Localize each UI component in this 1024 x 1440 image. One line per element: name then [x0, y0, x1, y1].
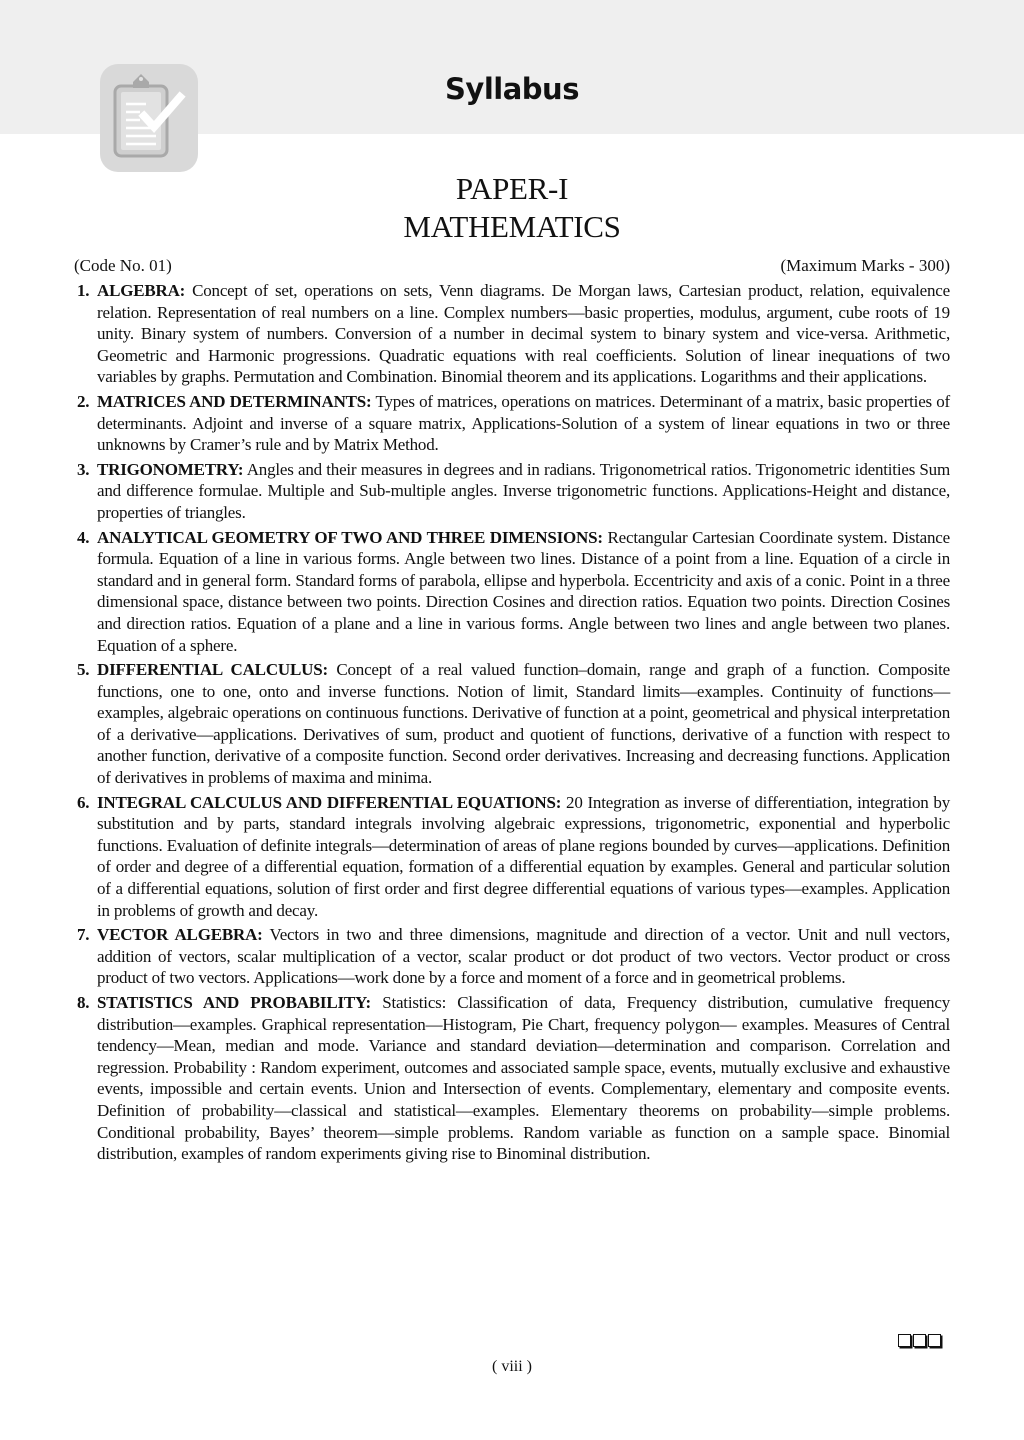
paper-heading: [0, 170, 1024, 246]
square-icon: [928, 1334, 941, 1347]
topic-number: 5.: [77, 660, 90, 680]
topic-heading: TRIGONOMETRY:: [97, 459, 244, 479]
topic-trigonometry: [74, 459, 950, 524]
topic-number: 7.: [77, 925, 90, 945]
topic-heading: INTEGRAL CALCULUS AND DIFFERENTIAL EQUATIONS:: [97, 792, 562, 812]
page-title: Syllabus: [445, 72, 579, 106]
code-number: (Code No. 01): [74, 256, 172, 275]
topic-heading: ANALYTICAL GEOMETRY OF TWO AND THREE DIMENSIONS:: [97, 527, 603, 547]
topic-differential-calculus: [74, 659, 950, 789]
topic-vector-algebra: [74, 924, 950, 989]
subject-title: MATHEMATICS: [403, 209, 621, 244]
square-icon: [913, 1334, 926, 1347]
topic-text: Concept of a real valued function–domain, range and graph of a function. Composite functions, one to one, onto and inverse functions. Notion of limit, Standard limits—examples. Continuity of functions—examples, algebraic operations on continuous functions. Derivative of function at a point, geometrical and physical interpretation of a derivative—applications. Derivatives of sum, product and quotient of functions, derivative of a function with respect to another function, derivative of a composite function. Second order derivatives. Increasing and decreasing functions. Application of derivatives in problems of maxima and minima.: [97, 660, 951, 788]
maximum-marks: (Maximum Marks - 300): [780, 256, 950, 275]
topic-number: 2.: [77, 391, 90, 411]
topic-text: Types of matrices, operations on matrices. Determinant of a matrix, basic properties of determinants. Adjoint and inverse of a square matrix, Applications-Solution of a system of linear equations in two or three unknowns by Cramer’s rule and by Matrix Method.: [97, 391, 950, 455]
topic-text: Concept of set, operations on sets, Venn diagrams. De Morgan laws, Cartesian product, relation, equivalence relation. Representation of real numbers on a line. Complex numbers—basic properties, modulus, argument, cube roots of 19 unity. Binary system of numbers. Conversion of a number in decimal system to binary system and vice-versa. Arithmetic, Geometric and Harmonic progressions. Quadratic equations with real coefficients. Solution of linear inequations of two variables by graphs. Permutation and Combination. Binomial theorem and its applications. Logarithms and their applications.: [97, 281, 950, 387]
topic-text: Angles and their measures in degrees and in radians. Trigonometrical ratios. Trigonometric identities Sum and difference formulae. Multiple and Sub-multiple angles. Inverse trigonometric functions. Applications-Height and distance, properties of triangles.: [97, 459, 950, 522]
page-number: ( viii ): [492, 1358, 532, 1375]
topic-number: 1.: [77, 281, 90, 300]
topic-analytical-geometry: [74, 527, 950, 657]
topic-algebra: [74, 280, 950, 388]
topic-heading: STATISTICS AND PROBABILITY:: [97, 993, 372, 1012]
topic-heading: ALGEBRA:: [97, 281, 186, 300]
topic-number: 4.: [77, 527, 90, 547]
topic-heading: MATRICES AND DETERMINANTS:: [97, 391, 372, 411]
paper-meta: [74, 256, 950, 276]
topic-matrices: [74, 391, 950, 456]
topic-number: 6.: [77, 792, 90, 812]
square-icon: [898, 1334, 911, 1347]
topic-text: 20 Integration as inverse of differentiation, integration by substitution and by parts, standard integrals involving algebraic expressions, trigonometric, exponential and hyperbolic functions. Evaluation of definite integrals—determination of areas of plane regions bounded by curves—applications. Definition of order and degree of a differential equation, formation of a differential equation by examples. General and particular solution of a differential equations, solution of first order and first degree differential equations of various types—examples. Application in problems of growth and decay.: [97, 792, 950, 920]
topic-statistics-probability: [74, 992, 950, 1165]
topic-number: 3.: [77, 459, 90, 479]
topic-text: Vectors in two and three dimensions, magnitude and direction of a vector. Unit and null vectors, addition of vectors, scalar multiplication of a vector, scalar product or dot product of two vectors. Vector product or cross product of two vectors. Applications—work done by a force and moment of a force and in geometrical problems.: [97, 925, 951, 988]
topic-heading: VECTOR ALGEBRA:: [97, 925, 263, 945]
topic-integral-calculus: [74, 792, 950, 922]
topic-text: Statistics: Classification of data, Frequency distribution, cumulative frequency distribution—examples. Graphical representation—Histogram, Pie Chart, frequency polygon— examples. Measures of Central tendency—Mean, median and mode. Variance and standard deviation—determination and comparison. Correlation and regression. Probability : Random experiment, outcomes and associated sample space, events, mutually exclusive and exhaustive events, impossible and certain events. Union and Intersection of events. Complementary, elementary and composite events. Definition of probability—classical and statistical—examples. Elementary theorems on probability—simple problems. Conditional probability, Bayes’ theorem—simple problems. Random variable as function on a sample space. Binomial distribution, examples of random experiments giving rise to Binominal distribution.: [97, 993, 950, 1164]
topic-heading: DIFFERENTIAL CALCULUS:: [97, 660, 328, 680]
topic-number: 8.: [77, 993, 90, 1012]
topic-text: Rectangular Cartesian Coordinate system. Distance formula. Equation of a line in various forms. Angle between two lines. Distance of a point from a line. Equation of a circle in standard and in general form. Standard forms of parabola, ellipse and hyperbola. Eccentricity and axis of a conic. Point in a three dimensional space, distance between two points. Direction Cosines and direction ratios. Equation two points. Direction Cosines and direction ratios. Equation of a plane and a line in various forms. Angle between two lines and angle between two planes. Equation of a sphere.: [97, 527, 950, 655]
paper-number: PAPER-I: [455, 171, 569, 206]
topic-list: [74, 280, 950, 1168]
end-of-section-marker: [898, 1332, 943, 1352]
